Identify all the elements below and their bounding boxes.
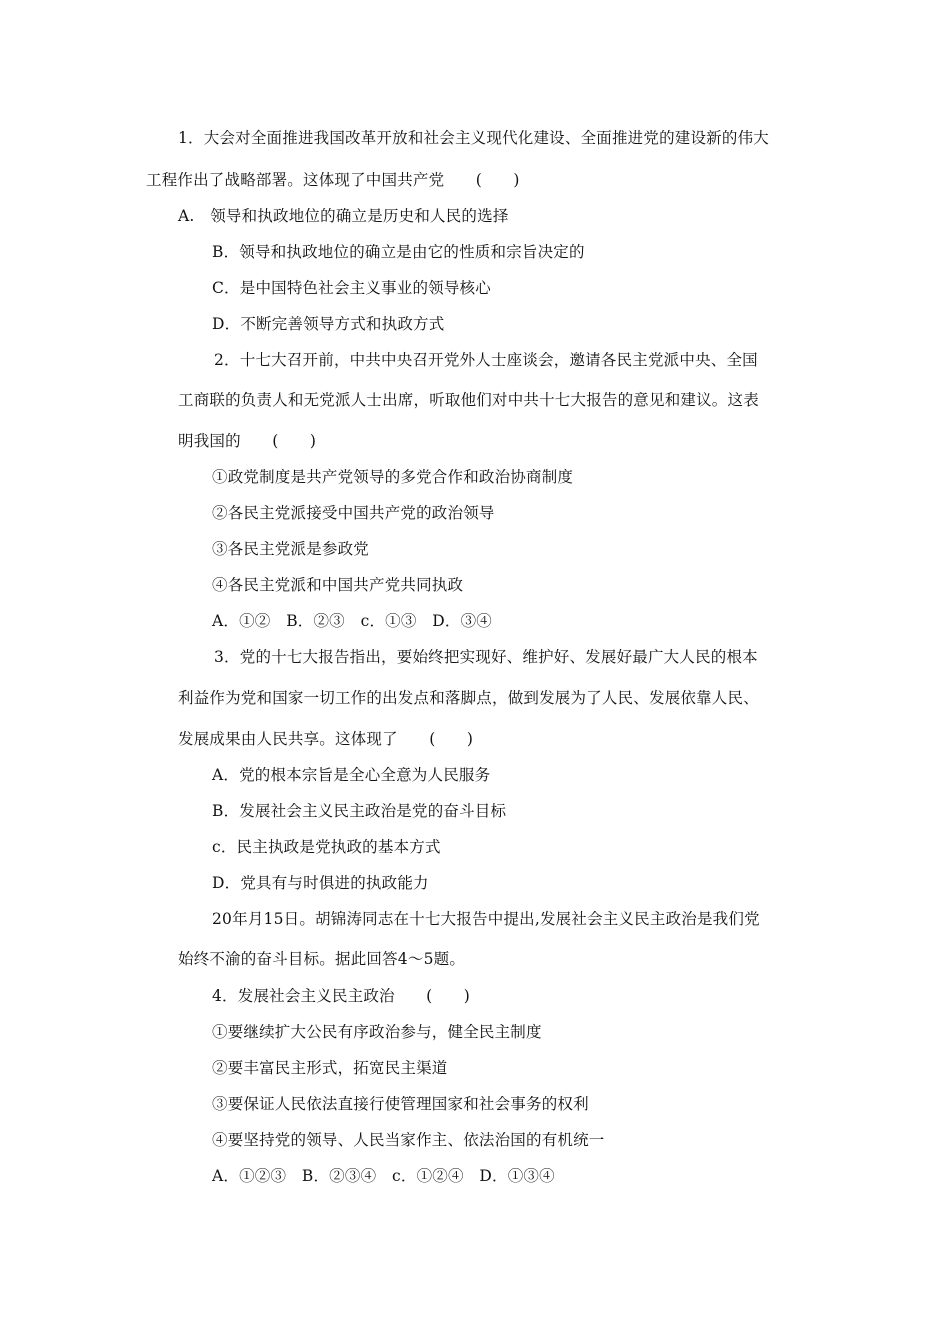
q1-option-d: D．不断完善领导方式和执政方式	[212, 315, 445, 333]
q2-statement-2: ②各民主党派接受中国共产党的政治领导	[212, 504, 495, 522]
q1-option-b: B．领导和执政地位的确立是由它的性质和宗旨决定的	[212, 243, 585, 261]
q2-stem-line-1: 2．十七大召开前，中共中央召开党外人士座谈会，邀请各民主党派中央、全国	[214, 351, 758, 369]
q2-statement-3: ③各民主党派是参政党	[212, 540, 370, 558]
q3-stem-line-2: 利益作为党和国家一切工作的出发点和落脚点，做到发展为了人民、发展依靠人民、	[178, 689, 759, 707]
q3-stem-line-1: 3．党的十七大报告指出，要始终把实现好、维护好、发展好最广大人民的根本	[214, 648, 758, 666]
q4-options: A．①②③ B．②③④ c．①②④ D．①③④	[212, 1167, 555, 1185]
q2-stem-line-2: 工商联的负责人和无党派人士出席，听取他们对中共十七大报告的意见和建议。这表	[178, 391, 759, 409]
q3-option-c: c．民主执政是党执政的基本方式	[212, 838, 441, 856]
q4-statement-2: ②要丰富民主形式，拓宽民主渠道	[212, 1059, 448, 1077]
q2-statement-4: ④各民主党派和中国共产党共同执政	[212, 576, 464, 594]
q1-stem-line-2: 工程作出了战略部署。这体现了中国共产党 ( )	[146, 171, 520, 189]
q4-stem: 4．发展社会主义民主政治 ( )	[212, 987, 471, 1005]
q1-option-a: A. 领导和执政地位的确立是历史和人民的选择	[178, 207, 509, 225]
q45-intro-line-1: 20年月15日。胡锦涛同志在十七大报告中提出,发展社会主义民主政治是我们党	[212, 910, 760, 928]
q4-statement-4: ④要坚持党的领导、人民当家作主、依法治国的有机统一	[212, 1131, 605, 1149]
q2-options: A．①② B．②③ c．①③ D．③④	[212, 612, 492, 630]
q4-statement-3: ③要保证人民依法直接行使管理国家和社会事务的权利	[212, 1095, 589, 1113]
q4-statement-1: ①要继续扩大公民有序政治参与，健全民主制度	[212, 1023, 542, 1041]
q1-option-c: C．是中国特色社会主义事业的领导核心	[212, 279, 491, 297]
q2-stem-line-3: 明我国的 ( )	[178, 432, 317, 450]
q45-intro-line-2: 始终不渝的奋斗目标。据此回答4～5题。	[178, 950, 466, 968]
q3-option-d: D．党具有与时俱进的执政能力	[212, 874, 429, 892]
q3-option-a: A．党的根本宗旨是全心全意为人民服务	[212, 766, 491, 784]
q3-stem-line-3: 发展成果由人民共享。这体现了 ( )	[178, 730, 474, 748]
q3-option-b: B．发展社会主义民主政治是党的奋斗目标	[212, 802, 507, 820]
q2-statement-1: ①政党制度是共产党领导的多党合作和政治协商制度	[212, 468, 574, 486]
q1-stem-line-1: 1．大会对全面推进我国改革开放和社会主义现代化建设、全面推进党的建设新的伟大	[178, 129, 769, 147]
